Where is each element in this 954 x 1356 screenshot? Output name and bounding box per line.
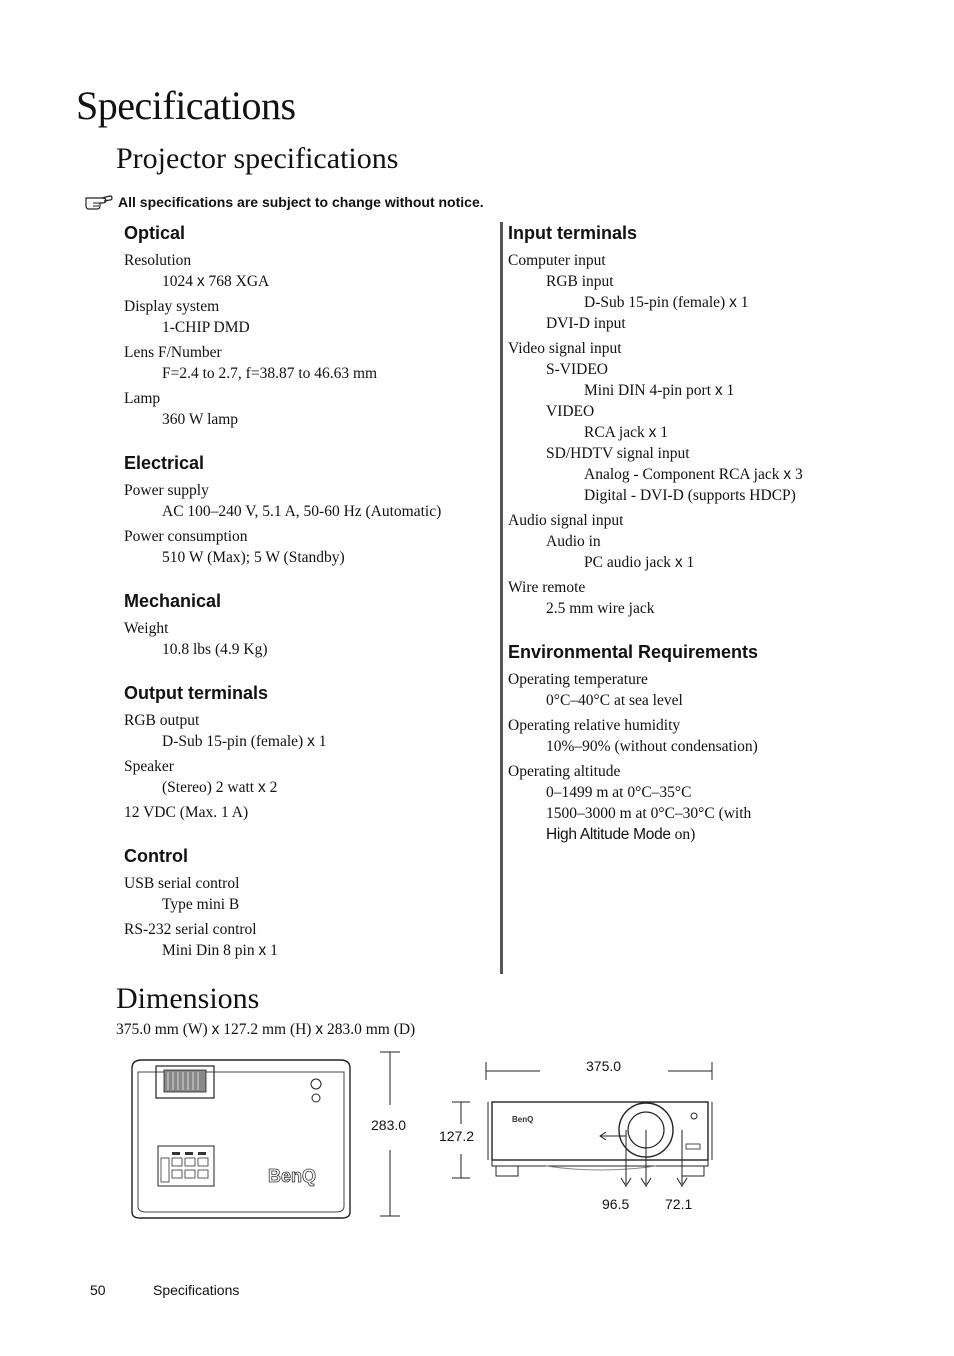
resolution-w: 1024 (162, 273, 197, 290)
optical-heading: Optical (124, 223, 186, 243)
altitude-value-2: 1500–3000 m at 0°C–30°C (with (546, 805, 752, 822)
rgb-output-value (124, 731, 494, 752)
times-symbol: x (257, 779, 266, 796)
usb-value: Type mini B (162, 896, 240, 913)
wire-remote-value: 2.5 mm wire jack (546, 600, 655, 617)
lamp-value: 360 W lamp (162, 411, 239, 428)
lens-label: Lens F/Number (124, 344, 222, 361)
high-altitude-mode-term: High Altitude Mode (546, 826, 671, 843)
video-connector: RCA jack (584, 424, 649, 441)
power-value: AC 100–240 V, 5.1 A, 50-60 Hz (Automatic) (162, 503, 442, 520)
benq-logo-top: BenQ (268, 1166, 317, 1186)
usb-label: USB serial control (124, 875, 240, 892)
rgb-output-label: RGB output (124, 712, 200, 729)
output-heading: Output terminals (124, 683, 269, 703)
speaker-count: 2 (265, 779, 278, 796)
lens-value: F=2.4 to 2.7, f=38.87 to 46.63 mm (162, 365, 378, 382)
input-heading: Input terminals (508, 223, 638, 243)
video-value (508, 422, 848, 443)
resolution-h: 768 XGA (204, 273, 270, 290)
altitude-value-3 (508, 824, 848, 845)
digital-value: Digital - DVI-D (supports HDCP) (584, 487, 796, 504)
dim-depth: 283.0 mm (D) (323, 1021, 416, 1038)
column-divider (500, 222, 503, 974)
vdc-label: 12 VDC (Max. 1 A) (124, 804, 249, 821)
times-symbol: x (211, 1021, 220, 1038)
rgb-output-count: 1 (314, 733, 327, 750)
display-label: Display system (124, 298, 220, 315)
temp-value: 0°C–40°C at sea level (546, 692, 683, 709)
wire-remote: Wire remote (508, 579, 586, 596)
rs232-count: 1 (266, 942, 278, 959)
audio-in: Audio in (546, 533, 601, 550)
times-symbol: x (648, 424, 657, 441)
dimensions-title: Dimensions (116, 982, 260, 1015)
speaker-value (124, 777, 494, 798)
times-symbol: x (714, 382, 723, 399)
specs-right-column (508, 222, 848, 845)
humidity-label: Operating relative humidity (508, 717, 681, 734)
analog-count: 3 (791, 466, 803, 483)
note (84, 192, 484, 212)
speaker-label: Speaker (124, 758, 174, 775)
times-symbol: x (674, 554, 683, 571)
hand-pointer-icon (84, 192, 114, 212)
dim-965-label: 96.5 (602, 1196, 630, 1212)
temp-label: Operating temperature (508, 671, 648, 688)
pc-audio-connector: PC audio jack (584, 554, 675, 571)
altitude-label: Operating altitude (508, 763, 621, 780)
dim-283-label: 283.0 (371, 1117, 407, 1133)
dim-721-label: 72.1 (665, 1196, 693, 1212)
rs232-label: RS-232 serial control (124, 921, 257, 938)
times-symbol: x (729, 294, 737, 311)
rgb-output-connector: D-Sub 15-pin (female) (162, 733, 308, 750)
dim-width: 375.0 mm (W) (116, 1021, 212, 1038)
rgb-input: RGB input (546, 273, 614, 290)
audio-signal-input: Audio signal input (508, 512, 624, 529)
pc-audio-count: 1 (682, 554, 695, 571)
dimensions-line (116, 1021, 415, 1039)
svideo-value (508, 380, 848, 401)
depth-dimension-marker (378, 1050, 402, 1220)
benq-logo-front: BenQ (512, 1115, 534, 1124)
dvi-input: DVI-D input (546, 315, 626, 332)
svideo: S-VIDEO (546, 361, 608, 378)
specs-left-column (124, 222, 494, 961)
sdhdtv-input: SD/HDTV signal input (546, 445, 690, 462)
altitude-value-3-suffix: on) (670, 826, 696, 843)
resolution-label: Resolution (124, 252, 192, 269)
dim-height: 127.2 mm (H) (219, 1021, 316, 1038)
altitude-value-1: 0–1499 m at 0°C–35°C (546, 784, 692, 801)
display-value: 1-CHIP DMD (162, 319, 250, 336)
analog-value (508, 464, 848, 485)
pc-audio-value (508, 552, 848, 573)
section-title-projector-specs: Projector specifications (116, 142, 399, 175)
video-signal-input: Video signal input (508, 340, 622, 357)
lamp-label: Lamp (124, 390, 161, 407)
control-heading: Control (124, 846, 188, 866)
projector-top-view (128, 1054, 354, 1222)
times-symbol: x (315, 1021, 324, 1038)
footer-title: Specifications (153, 1282, 240, 1298)
electrical-heading: Electrical (124, 453, 205, 473)
humidity-value: 10%–90% (without condensation) (546, 738, 758, 755)
weight-value: 10.8 lbs (4.9 Kg) (162, 641, 268, 658)
environmental-heading: Environmental Requirements (508, 642, 759, 662)
rs232-value (124, 940, 494, 961)
rgb-input-connector: D-Sub 15-pin (female) (584, 294, 730, 311)
analog-connector: Analog - Component RCA jack (584, 466, 784, 483)
rgb-input-count: 1 (736, 294, 749, 311)
weight-label: Weight (124, 620, 169, 637)
page-number: 50 (90, 1282, 106, 1298)
video-count: 1 (656, 424, 668, 441)
power-label: Power supply (124, 482, 209, 499)
svideo-connector: Mini DIN 4-pin port (584, 382, 715, 399)
page-title: Specifications (76, 83, 296, 128)
times-symbol: x (307, 733, 315, 750)
rs232-connector: Mini Din 8 pin (162, 942, 259, 959)
resolution-value (124, 271, 494, 292)
video: VIDEO (546, 403, 595, 420)
dim-375-label: 375.0 (586, 1058, 622, 1074)
projector-front-view (486, 1098, 716, 1198)
consumption-label: Power consumption (124, 528, 248, 545)
times-symbol: x (196, 273, 205, 290)
rgb-input-value (508, 292, 848, 313)
note-text: All specifications are subject to change without notice. (118, 194, 484, 210)
computer-input: Computer input (508, 252, 606, 269)
consumption-value: 510 W (Max); 5 W (Standby) (162, 549, 345, 566)
svideo-count: 1 (722, 382, 735, 399)
times-symbol: x (258, 942, 267, 959)
mechanical-heading: Mechanical (124, 591, 222, 611)
speaker-power: (Stereo) 2 watt (162, 779, 258, 796)
times-symbol: x (783, 466, 792, 483)
dim-127-label: 127.2 (439, 1128, 475, 1144)
